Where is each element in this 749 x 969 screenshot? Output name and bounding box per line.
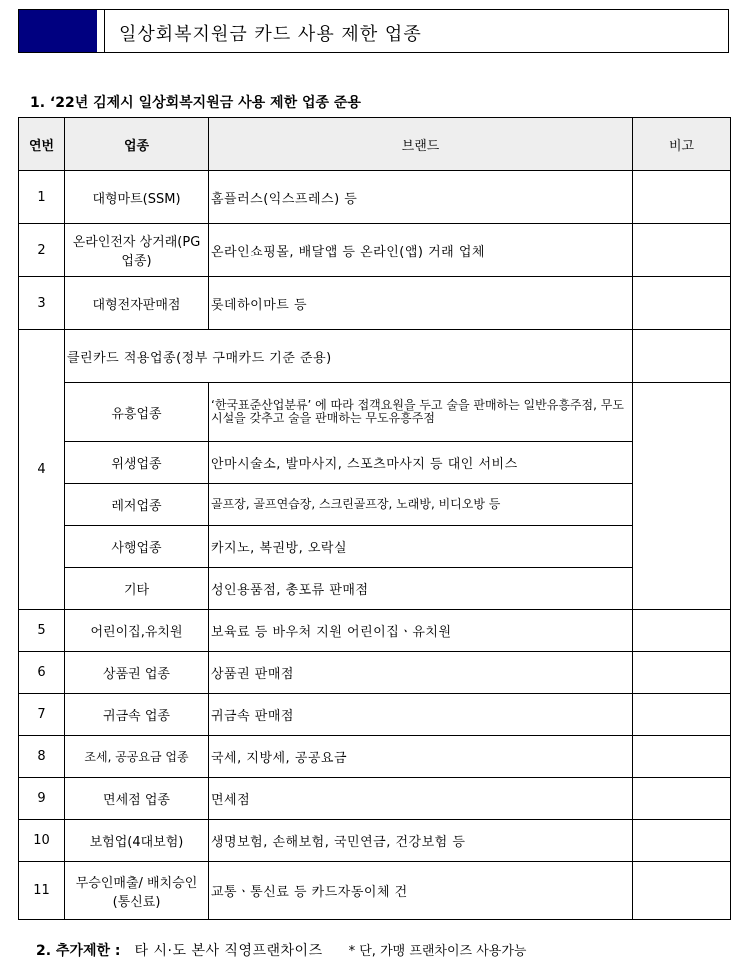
row-brand: 생명보험, 손해보험, 국민연금, 건강보험 등	[209, 820, 633, 862]
section2-line	[36, 940, 526, 960]
row-note	[633, 736, 731, 778]
row-no: 4	[19, 330, 65, 610]
row-no: 1	[19, 171, 65, 224]
title-box	[18, 9, 729, 53]
row-note	[633, 778, 731, 820]
row-note	[633, 171, 731, 224]
row-business: 면세점 업종	[65, 778, 209, 820]
row-brand: 안마시술소, 발마사지, 스포츠마사지 등 대인 서비스	[209, 442, 633, 484]
header-brand: 브랜드	[209, 118, 633, 171]
row-business: 어린이집,유치원	[65, 610, 209, 652]
header-business: 업종	[65, 118, 209, 171]
row-brand: 홈플러스(익스프레스) 등	[209, 171, 633, 224]
row-no: 9	[19, 778, 65, 820]
row-business: 무승인매출/ 배치승인(통신료)	[65, 862, 209, 920]
row-brand: 교통ㆍ통신료 등 카드자동이체 건	[209, 862, 633, 920]
row-business: 대형전자판매점	[65, 277, 209, 330]
row-business: 레저업종	[65, 484, 209, 526]
table-row	[19, 484, 731, 526]
group4-header: 클린카드 적용업종(정부 구매카드 기준 준용)	[65, 330, 633, 383]
row-business: 사행업종	[65, 526, 209, 568]
table-row	[19, 442, 731, 484]
row-business: 귀금속 업종	[65, 694, 209, 736]
row-brand: 귀금속 판매점	[209, 694, 633, 736]
table-row	[19, 736, 731, 778]
row-brand: 보육료 등 바우처 지원 어린이집ㆍ유치원	[209, 610, 633, 652]
row-note	[633, 610, 731, 652]
table-row	[19, 652, 731, 694]
table-row	[19, 610, 731, 652]
row-brand: 국세, 지방세, 공공요금	[209, 736, 633, 778]
header-no: 연번	[19, 118, 65, 171]
row-brand: 온라인쇼핑몰, 배달앱 등 온라인(앱) 거래 업체	[209, 224, 633, 277]
row-no: 5	[19, 610, 65, 652]
row-brand: 카지노, 복권방, 오락실	[209, 526, 633, 568]
row-note	[633, 652, 731, 694]
row-brand: 골프장, 골프연습장, 스크린골프장, 노래방, 비디오방 등	[209, 484, 633, 526]
row-brand: 상품권 판매점	[209, 652, 633, 694]
row-business: 상품권 업종	[65, 652, 209, 694]
row-brand: 롯데하이마트 등	[209, 277, 633, 330]
row-brand: 성인용품점, 총포류 판매점	[209, 568, 633, 610]
table-row	[19, 224, 731, 277]
row-no: 10	[19, 820, 65, 862]
title-color-block	[19, 10, 97, 52]
page-title: 일상회복지원금 카드 사용 제한 업종	[119, 24, 422, 45]
row-business: 유흥업종	[65, 383, 209, 442]
table-row-group4-header	[19, 330, 731, 383]
row-business: 보험업(4대보험)	[65, 820, 209, 862]
row-no: 8	[19, 736, 65, 778]
row-business: 기타	[65, 568, 209, 610]
table-row	[19, 778, 731, 820]
row-note	[633, 330, 731, 383]
table-header-row	[19, 118, 731, 171]
row-note	[633, 383, 731, 610]
row-note	[633, 862, 731, 920]
row-brand: ‘한국표준산업분류’ 에 따라 접객요원을 두고 술을 판매하는 일반유흥주점, 무도시설을 갖추고 술을 판매하는 무도유흥주점	[209, 383, 633, 442]
row-business: 대형마트(SSM)	[65, 171, 209, 224]
row-note	[633, 277, 731, 330]
section2-note: * 단, 가맹 프랜차이즈 사용가능	[348, 944, 527, 959]
section2-label: 2. 추가제한 :	[36, 943, 121, 959]
section2-text: 타 시·도 본사 직영프랜차이즈	[134, 943, 323, 959]
table-row	[19, 277, 731, 330]
row-business: 온라인전자 상거래(PG업종)	[65, 224, 209, 277]
row-note	[633, 694, 731, 736]
table-row	[19, 568, 731, 610]
row-no: 11	[19, 862, 65, 920]
table-row	[19, 694, 731, 736]
row-brand: 면세점	[209, 778, 633, 820]
table-row	[19, 171, 731, 224]
row-no: 6	[19, 652, 65, 694]
header-note: 비고	[633, 118, 731, 171]
row-no: 2	[19, 224, 65, 277]
section1-heading: 1. ‘22년 김제시 일상회복지원금 사용 제한 업종 준용	[30, 95, 361, 111]
table-row	[19, 862, 731, 920]
title-divider	[104, 10, 105, 52]
row-business: 위생업종	[65, 442, 209, 484]
row-note	[633, 820, 731, 862]
row-business: 조세, 공공요금 업종	[65, 736, 209, 778]
restriction-table	[18, 117, 731, 920]
table-row	[19, 526, 731, 568]
table-row	[19, 383, 731, 442]
row-note	[633, 224, 731, 277]
row-no: 7	[19, 694, 65, 736]
row-no: 3	[19, 277, 65, 330]
table-row	[19, 820, 731, 862]
